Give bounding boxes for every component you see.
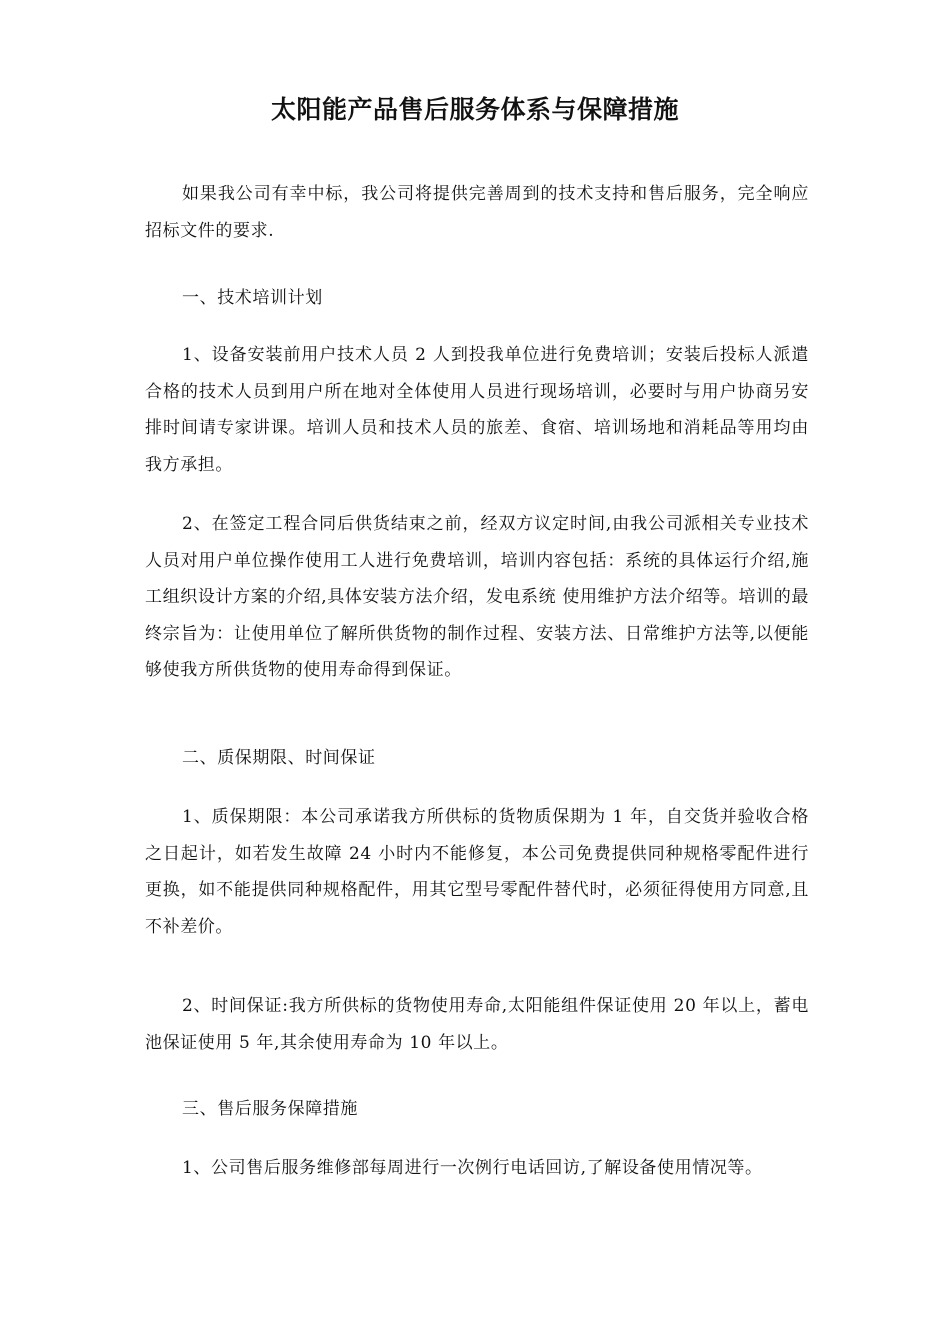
- document-title: 太阳能产品售后服务体系与保障措施: [270, 95, 679, 124]
- section-heading-training: 一、技术培训计划: [182, 288, 323, 308]
- section-heading-warranty: 二、质保期限、时间保证: [182, 748, 376, 768]
- intro-paragraph: 如果我公司有幸中标，我公司将提供完善周到的技术支持和售后服务，完全响应招标文件的要求.: [145, 184, 809, 241]
- training-item-2: 2、在签定工程合同后供货结束之前，经双方议定时间,由我公司派相关专业技术人员对用户单位操作使用工人进行免费培训，培训内容包括：系统的具体运行介绍,施工组织设计方案的介绍,具体安装方法介绍，发电系统 使用维护方法介绍等。培训的最终宗旨为：让使用单位了解所供货物的制作过程、安装方法、日常维护方法等,以便能够使我方所供货物的使用寿命得到保证。: [145, 514, 809, 680]
- warranty-item-1: 1、质保期限：本公司承诺我方所供标的货物质保期为 1 年，自交货并验收合格之日起计，如若发生故障 24 小时内不能修复，本公司免费提供同种规格零配件进行更换，如不能提供同种规格配件，用其它型号零配件替代时，必须征得使用方同意,且不补差价。: [145, 807, 809, 937]
- section-heading-service: 三、售后服务保障措施: [182, 1099, 358, 1119]
- warranty-item-2: 2、时间保证:我方所供标的货物使用寿命,太阳能组件保证使用 20 年以上，蓄电池保证使用 5 年,其余使用寿命为 10 年以上。: [145, 996, 809, 1053]
- service-item-1: 1、公司售后服务维修部每周进行一次例行电话回访,了解设备使用情况等。: [182, 1158, 763, 1178]
- training-item-1: 1、设备安装前用户技术人员 2 人到投我单位进行免费培训；安装后投标人派遣合格的技术人员到用户所在地对全体使用人员进行现场培训，必要时与用户协商另安排时间请专家讲课。培训人员和技术人员的旅差、食宿、培训场地和消耗品等用均由我方承担。: [145, 345, 809, 475]
